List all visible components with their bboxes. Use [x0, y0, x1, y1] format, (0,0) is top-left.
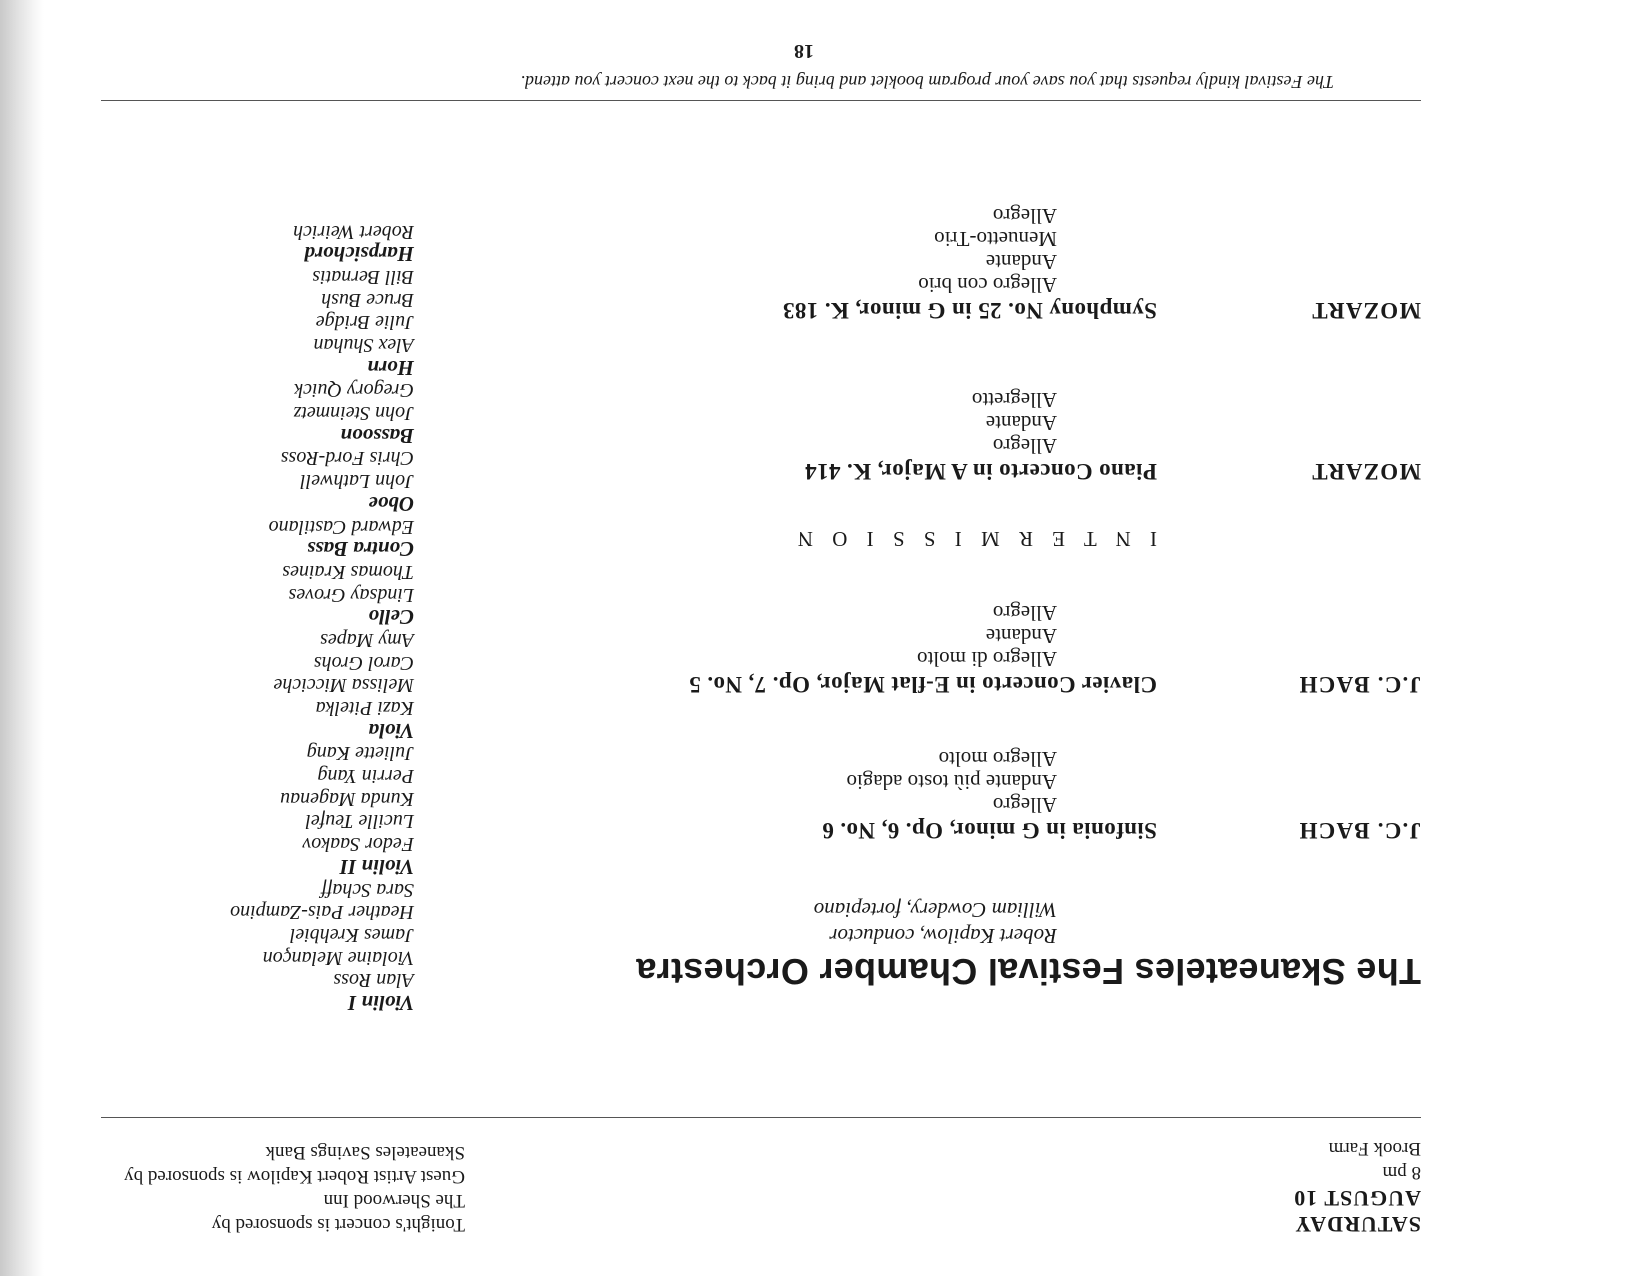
work-title: Symphony No. 25 in G minor, K. 183: [782, 298, 1157, 323]
musician-name: Fedor Saakov: [302, 833, 414, 856]
musician-name: Gregory Quick: [294, 379, 414, 402]
header-rule: [101, 1117, 1421, 1118]
day-label: SATURDAY: [1294, 1212, 1421, 1237]
composer-name: MOZART: [1311, 298, 1421, 323]
movement: Andante: [985, 250, 1057, 274]
page-number: 18: [794, 40, 814, 62]
footer-note: The Festival kindly requests that you save your program booklet and bring it back to the next concert you attend.: [520, 72, 1334, 92]
movement: Andante più tosto adagio: [846, 770, 1057, 794]
work-title: Sinfonia in G minor, Op. 6, No. 6: [821, 818, 1157, 843]
concert-date-block: [1293, 1136, 1421, 1236]
musician-name: Sara Schaff: [321, 878, 414, 901]
movement-list: [917, 601, 1057, 670]
musician-name: James Krehbiel: [289, 923, 414, 946]
intermission-label: I N T E R M I S S I O N: [790, 527, 1157, 551]
musician-name: Melissa Micciche: [273, 674, 414, 697]
movement: Allegretto: [971, 388, 1057, 412]
musician-name: John Steinmetz: [293, 402, 414, 425]
conductor-credit: Robert Kapilow, conductor: [829, 924, 1057, 948]
musician-name: Julie Bridge: [315, 311, 414, 334]
musician-name: Chris Ford-Ross: [280, 447, 414, 470]
movement: Allegro con brio: [918, 273, 1057, 297]
roster-section-violin-2: Violin II: [339, 854, 414, 879]
soloist-credit: William Cowdery, fortepiano: [813, 898, 1057, 922]
sponsor-line: Tonight's concert is sponsored by: [211, 1214, 465, 1235]
roster-section-oboe: Oboe: [368, 491, 414, 516]
movement-list: [846, 747, 1057, 816]
orchestra-roster: [230, 220, 414, 1014]
musician-name: Lindsay Groves: [288, 583, 414, 606]
composer-name: J.C. BACH: [1298, 818, 1421, 843]
movement-list: [972, 388, 1057, 457]
movement: Allegro: [992, 601, 1057, 625]
movement: Allegro: [992, 434, 1057, 458]
musician-name: Perrin Yang: [317, 765, 414, 788]
musician-name: Alan Ross: [333, 969, 414, 992]
roster-section-harpsichord: Harpsichord: [304, 242, 414, 267]
sponsor-block: [124, 1140, 465, 1236]
movement: Menuetto-Trio: [934, 227, 1057, 251]
roster-section-cello: Cello: [368, 605, 414, 630]
roster-section-bassoon: Bassoon: [340, 423, 414, 448]
movement: Allegro: [992, 793, 1057, 817]
work-title: Clavier Concerto in E-flat Major, Op. 7, No. 5: [688, 672, 1157, 697]
composer-name: J.C. BACH: [1298, 672, 1421, 697]
time-label: 8 pm: [1382, 1162, 1421, 1183]
musician-name: John Lathwell: [300, 470, 414, 493]
musician-name: Thomas Kraines: [282, 560, 414, 583]
musician-name: Juliette Kang: [306, 742, 414, 765]
movement: Andante: [985, 624, 1057, 648]
work-title: Piano Concerto in A Major, K. 414: [804, 459, 1157, 484]
musician-name: Robert Weirich: [293, 220, 414, 243]
movement-list: [918, 204, 1057, 296]
musician-name: Kazi Pitelka: [315, 697, 414, 720]
musician-name: Violaine Melançon: [262, 946, 414, 969]
composer-name: MOZART: [1311, 459, 1421, 484]
musician-name: Kunda Magenau: [280, 787, 414, 810]
sponsor-line: Guest Artist Robert Kapilow is sponsored by: [124, 1166, 465, 1187]
performer-credits: [814, 897, 1057, 949]
musician-name: Edward Castilano: [268, 515, 414, 538]
roster-section-viola: Viola: [368, 718, 414, 743]
roster-section-violin-1: Violin I: [348, 991, 414, 1015]
orchestra-title: The Skaneateles Festival Chamber Orchestra: [636, 951, 1421, 992]
musician-name: Lucille Teufel: [305, 810, 414, 833]
musician-name: Alex Shuhan: [313, 334, 414, 357]
musician-name: Carol Grohs: [313, 651, 414, 674]
roster-section-horn: Horn: [367, 355, 414, 380]
movement: Allegro di molto: [917, 647, 1057, 671]
musician-name: Bill Bernatis: [312, 266, 414, 288]
venue-label: Brook Farm: [1328, 1138, 1421, 1159]
sponsor-line: The Sherwood Inn: [323, 1190, 465, 1211]
footer-rule: [101, 100, 1421, 101]
musician-name: Amy Mapes: [320, 629, 414, 651]
movement: Allegro molto: [938, 747, 1057, 771]
roster-section-contra-bass: Contra Bass: [307, 537, 414, 562]
sponsor-line: Skaneateles Savings Bank: [265, 1142, 465, 1163]
musician-name: Bruce Bush: [321, 288, 414, 311]
musician-name: Heather Pais-Zampino: [230, 901, 414, 924]
movement: Allegro: [992, 204, 1057, 228]
movement: Andante: [985, 411, 1057, 435]
date-label: AUGUST 10: [1293, 1186, 1421, 1211]
